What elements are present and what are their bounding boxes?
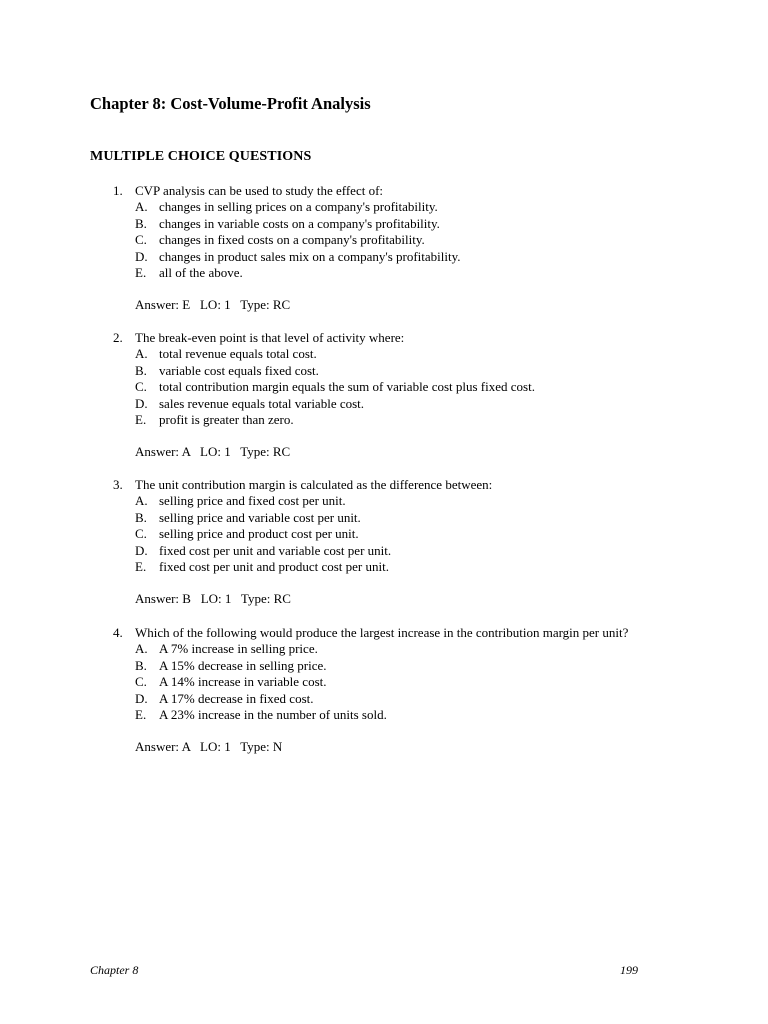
choice-e (135, 707, 713, 723)
question-3 (113, 477, 713, 608)
choice-letter: D. (135, 248, 148, 264)
answer-key: Answer: E LO: 1 Type: RC (135, 297, 291, 313)
question-number: 4. (113, 625, 123, 640)
choice-text: changes in product sales mix on a company's profitability. (159, 248, 461, 264)
question-stem (113, 477, 713, 493)
section-heading: MULTIPLE CHOICE QUESTIONS (90, 149, 312, 164)
choice-c (135, 232, 713, 248)
choice-b (135, 216, 713, 232)
choice-text: all of the above. (159, 265, 243, 281)
page-title: Chapter 8: Cost-Volume-Profit Analysis (90, 94, 371, 113)
question-stem (113, 183, 713, 199)
choice-c (135, 379, 713, 395)
choice-a (135, 346, 713, 362)
choice-letter: B. (135, 362, 147, 378)
choice-text: total contribution margin equals the sum of variable cost plus fixed cost. (159, 379, 535, 395)
choice-letter: D. (135, 690, 148, 706)
choice-letter: C. (135, 674, 147, 690)
choice-letter: A. (135, 641, 148, 657)
question-2 (113, 330, 713, 461)
answer-key: Answer: B LO: 1 Type: RC (135, 591, 291, 607)
choice-text: A 14% increase in variable cost. (159, 674, 327, 690)
choice-a (135, 199, 713, 215)
choice-e (135, 412, 713, 428)
choice-letter: C. (135, 526, 147, 542)
choice-letter: B. (135, 215, 147, 231)
choice-a (135, 493, 713, 509)
question-text: The unit contribution margin is calculated as the difference between: (135, 477, 493, 492)
choice-text: changes in selling prices on a company's profitability. (159, 199, 438, 215)
choice-text: selling price and product cost per unit. (159, 526, 359, 542)
choice-letter: A. (135, 346, 148, 362)
choice-b (135, 510, 713, 526)
choice-d (135, 249, 713, 265)
choice-text: fixed cost per unit and variable cost per unit. (159, 542, 392, 558)
question-1 (113, 183, 713, 314)
choice-text: changes in variable costs on a company's profitability. (159, 215, 440, 231)
choice-letter: D. (135, 395, 148, 411)
choice-letter: A. (135, 493, 148, 509)
question-stem (113, 330, 713, 346)
question-number: 2. (113, 330, 123, 345)
question-number: 3. (113, 477, 123, 492)
choice-letter: E. (135, 707, 147, 723)
choice-e (135, 265, 713, 281)
choice-letter: B. (135, 509, 147, 525)
choice-b (135, 658, 713, 674)
choice-letter: C. (135, 379, 147, 395)
choice-c (135, 526, 713, 542)
choice-text: fixed cost per unit and product cost per unit. (159, 559, 389, 575)
answer-key: Answer: A LO: 1 Type: RC (135, 444, 291, 460)
choice-letter: B. (135, 657, 147, 673)
choice-b (135, 363, 713, 379)
choice-c (135, 674, 713, 690)
choice-text: A 15% decrease in selling price. (159, 657, 327, 673)
question-text: The break-even point is that level of activity where: (135, 330, 405, 345)
choice-text: sales revenue equals total variable cost. (159, 395, 365, 411)
choice-e (135, 559, 713, 575)
question-stem (113, 625, 713, 641)
choice-text: selling price and variable cost per unit. (159, 509, 361, 525)
choice-text: A 7% increase in selling price. (159, 641, 318, 657)
choice-text: variable cost equals fixed cost. (159, 362, 319, 378)
choice-text: A 23% increase in the number of units sold. (159, 707, 387, 723)
choice-letter: E. (135, 265, 147, 281)
question-number: 1. (113, 183, 123, 198)
choice-letter: C. (135, 232, 147, 248)
choice-letter: D. (135, 542, 148, 558)
choice-text: selling price and fixed cost per unit. (159, 493, 346, 509)
choice-d (135, 543, 713, 559)
question-4 (113, 625, 713, 756)
choice-letter: E. (135, 412, 147, 428)
question-text: CVP analysis can be used to study the effect of: (135, 183, 384, 198)
choice-text: profit is greater than zero. (159, 412, 294, 428)
choice-text: total revenue equals total cost. (159, 346, 317, 362)
footer-page-number: 199 (620, 963, 638, 977)
answer-key: Answer: A LO: 1 Type: N (135, 739, 283, 755)
choice-a (135, 641, 713, 657)
choice-text: changes in fixed costs on a company's profitability. (159, 232, 425, 248)
footer-chapter-label: Chapter 8 (90, 963, 139, 977)
question-text: Which of the following would produce the largest increase in the contribution margin per unit? (135, 625, 629, 640)
choice-d (135, 691, 713, 707)
choice-letter: A. (135, 199, 148, 215)
choice-text: A 17% decrease in fixed cost. (159, 690, 314, 706)
choice-d (135, 396, 713, 412)
choice-letter: E. (135, 559, 147, 575)
